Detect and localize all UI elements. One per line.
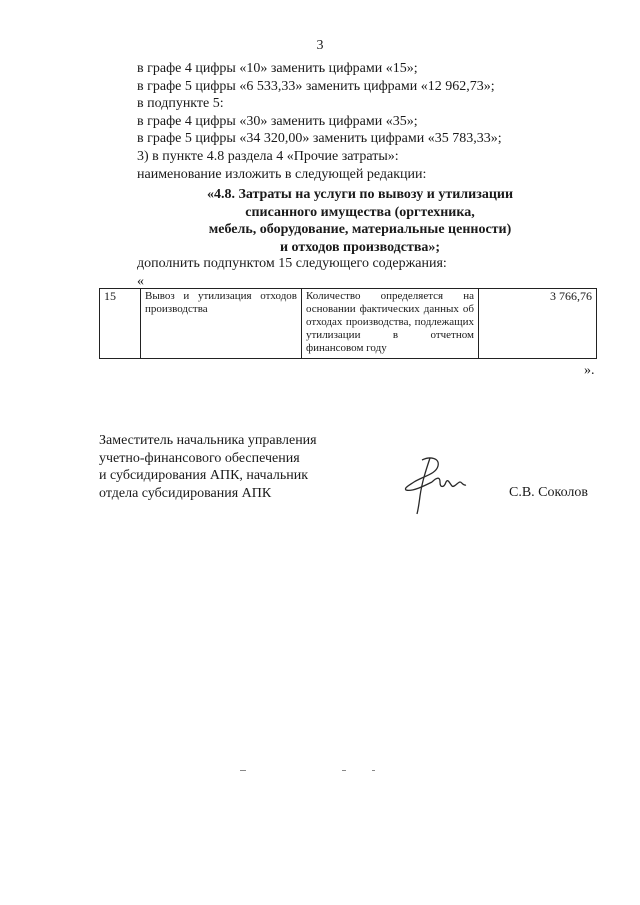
service-name-cell: Вывоз и утилизация отходов производства [141, 289, 302, 359]
title-line: отдела субсидирования АПК [99, 485, 272, 501]
basis-cell: Количество определяется на основании фактических данных об отходах производства, подлежащих утилизации в отчетном финансовом году [302, 289, 479, 359]
text-line: наименование изложить в следующей редакции: [137, 166, 427, 182]
text-line: дополнить подпунктом 15 следующего содержания: [137, 256, 447, 271]
text-line: в графе 4 цифры «30» заменить цифрами «35»; [137, 113, 418, 129]
title-line: учетно-финансового обеспечения [99, 450, 300, 466]
section-heading [140, 186, 580, 256]
closing-quote: ». [584, 363, 595, 378]
text-line: 3) в пункте 4.8 раздела 4 «Прочие затраты»: [137, 148, 399, 164]
scan-speck [240, 770, 246, 771]
heading-line: списанного имущества (оргтехника, [245, 204, 475, 220]
title-line: и субсидирования АПК, начальник [99, 468, 309, 484]
handwritten-signature [400, 452, 470, 517]
cost-table [99, 288, 597, 359]
page-number: 3 [316, 38, 324, 53]
heading-line: мебель, оборудование, материальные ценности) [208, 222, 512, 238]
title-line: Заместитель начальника управления [99, 433, 317, 448]
text-line: в графе 5 цифры «34 320,00» заменить цифрами «35 783,33»; [137, 131, 502, 147]
amount-cell: 3 766,76 [479, 289, 597, 359]
supplement-text [137, 255, 447, 290]
text-line: в графе 4 цифры «10» заменить цифрами «15»; [137, 61, 418, 76]
heading-line: «4.8. Затраты на услуги по вывозу и утилизации [206, 187, 514, 202]
signer-title [99, 432, 317, 502]
scan-speck [342, 770, 346, 771]
amendment-text [137, 60, 597, 183]
text-line: в подпункте 5: [137, 96, 224, 112]
signer-name: С.В. Соколов [509, 485, 589, 500]
scan-speck [372, 770, 375, 771]
row-number-cell: 15 [100, 289, 141, 359]
heading-line: и отходов производства»; [279, 239, 441, 255]
text-line: в графе 5 цифры «6 533,33» заменить цифрами «12 962,73»; [137, 78, 495, 94]
opening-quote: « [137, 273, 144, 289]
table-row [100, 289, 597, 359]
